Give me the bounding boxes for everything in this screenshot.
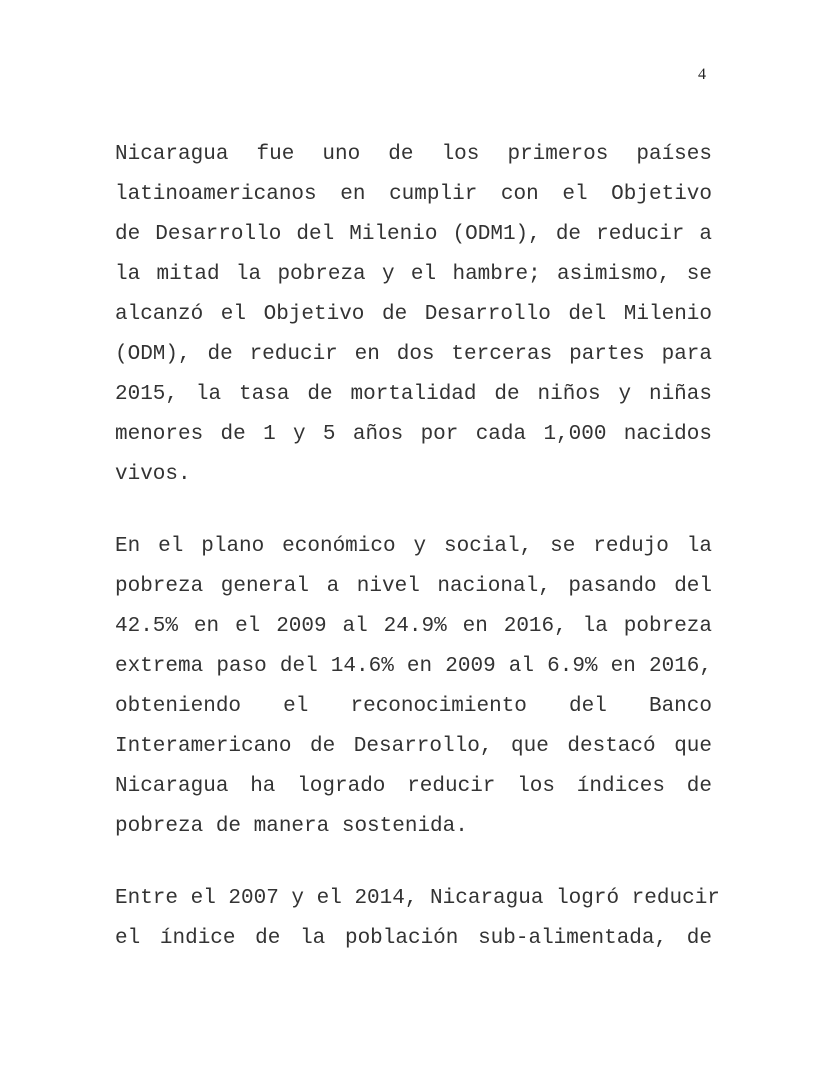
text-line: Nicaragua fue uno de los primeros países: [115, 143, 712, 166]
text-line: (ODM), de reducir en dos terceras partes para: [115, 343, 712, 366]
text-line: vivos.: [115, 463, 191, 486]
text-line: latinoamericanos en cumplir con el Objetivo: [115, 183, 712, 206]
text-line: alcanzó el Objetivo de Desarrollo del Milenio: [115, 303, 712, 326]
text-line: obteniendo el reconocimiento del Banco: [115, 695, 712, 718]
text-line: la mitad la pobreza y el hambre; asimismo, se: [115, 263, 712, 286]
text-line: Nicaragua ha logrado reducir los índices de: [115, 775, 712, 798]
text-line: el índice de la población sub-alimentada, de: [115, 927, 712, 950]
text-line: menores de 1 y 5 años por cada 1,000 nacidos: [115, 423, 712, 446]
page-number: 4: [698, 66, 706, 83]
text-line: Interamericano de Desarrollo, que destacó que: [115, 735, 712, 758]
text-line: Entre el 2007 y el 2014, Nicaragua logró reducir: [115, 887, 720, 910]
text-line: pobreza de manera sostenida.: [115, 815, 468, 838]
text-line: de Desarrollo del Milenio (ODM1), de reducir a: [115, 223, 712, 246]
text-line: 42.5% en el 2009 al 24.9% en 2016, la pobreza: [115, 615, 712, 638]
text-line: pobreza general a nivel nacional, pasando del: [115, 575, 712, 598]
text-line: 2015, la tasa de mortalidad de niños y niñas: [115, 383, 712, 406]
text-line: En el plano económico y social, se redujo la: [115, 535, 712, 558]
text-line: extrema paso del 14.6% en 2009 al 6.9% en 2016,: [115, 655, 712, 678]
